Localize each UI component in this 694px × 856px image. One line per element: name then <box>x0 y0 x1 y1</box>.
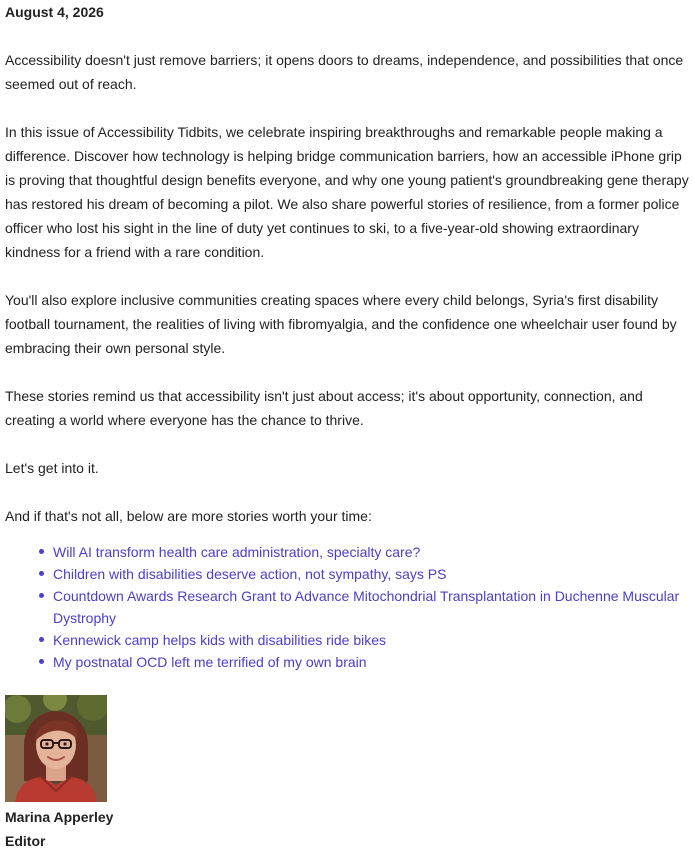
list-item <box>53 651 689 673</box>
intro-paragraph-2: In this issue of Accessibility Tidbits, we celebrate inspiring breakthroughs and remarkable people making a difference. Discover how technology is helping bridge communication barriers, how an accessible iPhone grip is proving that thoughtful design benefits everyone, and why one young patient's groundbreaking gene therapy has restored his dream of becoming a pilot. We also share powerful stories of resilience, from a former police officer who lost his sight in the line of duty yet continues to ski, to a five-year-old showing extraordinary kindness for a friend with a rare condition. <box>5 124 689 260</box>
intro-paragraph-1: Accessibility doesn't just remove barriers; it opens doors to dreams, independence, and possibilities that once seemed out of reach. <box>5 52 684 92</box>
more-stories-list <box>5 541 689 673</box>
intro-paragraph-4: These stories remind us that accessibility isn't just about access; it's about opportunity, connection, and creating a world where everyone has the chance to thrive. <box>5 388 643 428</box>
list-item <box>53 541 689 563</box>
intro-paragraph-3: You'll also explore inclusive communities creating spaces where every child belongs, Syria's first disability football tournament, the realities of living with fibromyalgia, and the confidence one wheelchair user found by embracing their own personal style. <box>5 292 677 356</box>
list-item <box>53 563 689 585</box>
more-stories-intro: And if that's not all, below are more stories worth your time: <box>5 508 372 524</box>
story-link-countdown-awards[interactable]: Countdown Awards Research Grant to Advance Mitochondrial Transplantation in Duchenne Muscular Dystrophy <box>53 588 680 626</box>
list-item <box>53 585 689 629</box>
intro-paragraph-5: Let's get into it. <box>5 460 99 476</box>
list-item <box>53 629 689 651</box>
story-link-children-disabilities[interactable]: Children with disabilities deserve action, not sympathy, says PS <box>53 566 447 582</box>
editor-name: Marina Apperley <box>5 809 114 825</box>
issue-date: August 4, 2026 <box>5 4 104 20</box>
story-link-ai-health-care[interactable]: Will AI transform health care administration, specialty care? <box>53 544 421 560</box>
editor-role: Editor <box>5 833 46 849</box>
story-link-postnatal-ocd[interactable]: My postnatal OCD left me terrified of my own brain <box>53 654 367 670</box>
story-link-kennewick-camp[interactable]: Kennewick camp helps kids with disabilities ride bikes <box>53 632 387 648</box>
editor-avatar <box>5 695 107 802</box>
editor-portrait-icon <box>5 695 107 802</box>
